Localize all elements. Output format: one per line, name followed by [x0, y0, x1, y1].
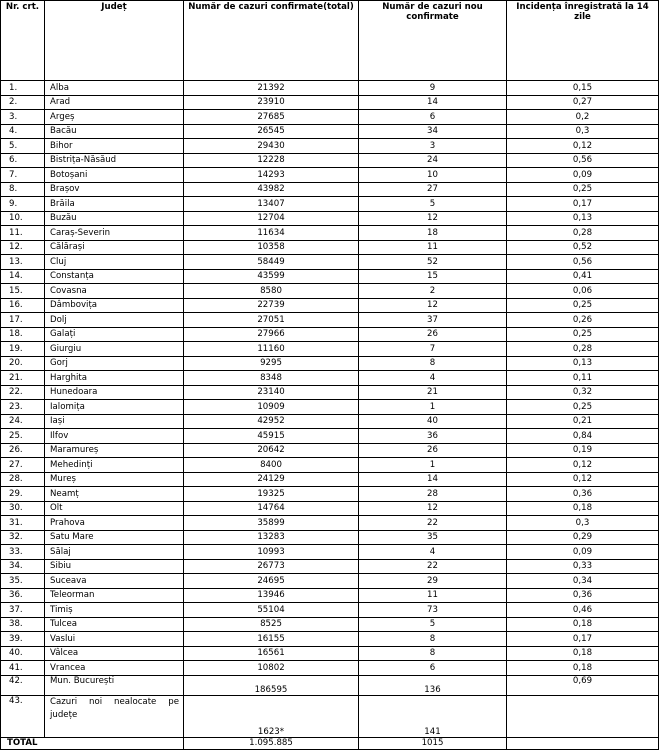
cell-nr: 3.	[1, 110, 45, 125]
cell-judet: Vaslui	[45, 632, 184, 647]
cell-judet: Buzău	[45, 211, 184, 226]
cell-incidenta: 0,52	[507, 240, 659, 255]
cell-incidenta: 0,32	[507, 385, 659, 400]
cell-nr: 41.	[1, 661, 45, 676]
cell-noi: 35	[359, 530, 507, 545]
cell-total: 26545	[184, 124, 359, 139]
cell-noi: 10	[359, 168, 507, 183]
table-row	[1, 617, 659, 632]
cell-incidenta: 0,25	[507, 182, 659, 197]
cell-nr: 4.	[1, 124, 45, 139]
cell-total: 29430	[184, 139, 359, 154]
cell-total: 13283	[184, 530, 359, 545]
cell-judet: Brăila	[45, 197, 184, 212]
cell-noi: 37	[359, 313, 507, 328]
cell-incidenta	[507, 695, 659, 737]
cell-nr: 32.	[1, 530, 45, 545]
cell-judet: Brașov	[45, 182, 184, 197]
cell-incidenta: 0,34	[507, 574, 659, 589]
cell-nr: 35.	[1, 574, 45, 589]
cell-nr: 21.	[1, 371, 45, 386]
cell-total: 1623*	[184, 695, 359, 737]
cell-incidenta: 0,29	[507, 530, 659, 545]
cell-total: 43599	[184, 269, 359, 284]
cell-noi: 12	[359, 211, 507, 226]
cell-judet: Mureș	[45, 472, 184, 487]
cell-total: 27685	[184, 110, 359, 125]
cell-total: 8580	[184, 284, 359, 299]
cell-noi: 36	[359, 429, 507, 444]
cell-judet: Prahova	[45, 516, 184, 531]
cell-incidenta: 0,12	[507, 458, 659, 473]
table-row	[1, 139, 659, 154]
cell-nr: 13.	[1, 255, 45, 270]
cell-judet: Botoșani	[45, 168, 184, 183]
cell-incidenta: 0,09	[507, 545, 659, 560]
table-row	[1, 298, 659, 313]
table-row	[1, 182, 659, 197]
cell-incidenta: 0,36	[507, 487, 659, 502]
cell-total: 43982	[184, 182, 359, 197]
cell-total: 10993	[184, 545, 359, 560]
cell-nr: 40.	[1, 646, 45, 661]
cell-noi: 14	[359, 472, 507, 487]
header-judet: Județ	[45, 1, 184, 81]
table-row	[1, 545, 659, 560]
cell-total: 13407	[184, 197, 359, 212]
cell-noi: 8	[359, 646, 507, 661]
cell-judet: Alba	[45, 81, 184, 96]
cell-noi: 12	[359, 501, 507, 516]
cell-nr: 24.	[1, 414, 45, 429]
header-incidenta: Incidența înregistrată la 14 zile	[507, 1, 659, 81]
cell-total: 10802	[184, 661, 359, 676]
cell-noi: 8	[359, 356, 507, 371]
cell-judet: Călărași	[45, 240, 184, 255]
cell-incidenta: 0,11	[507, 371, 659, 386]
table-row	[1, 124, 659, 139]
table-row	[1, 443, 659, 458]
cell-nr: 11.	[1, 226, 45, 241]
table-row	[1, 385, 659, 400]
table-row	[1, 371, 659, 386]
cell-nr: 28.	[1, 472, 45, 487]
cell-judet: Constanța	[45, 269, 184, 284]
cell-judet: Covasna	[45, 284, 184, 299]
table-row	[1, 255, 659, 270]
table-row	[1, 559, 659, 574]
cell-noi: 27	[359, 182, 507, 197]
cell-judet: Suceava	[45, 574, 184, 589]
cell-judet: Gorj	[45, 356, 184, 371]
table-row	[1, 110, 659, 125]
cell-nr: 34.	[1, 559, 45, 574]
table-row-bucuresti	[1, 675, 659, 695]
cell-incidenta: 0,28	[507, 342, 659, 357]
cell-total: 11634	[184, 226, 359, 241]
cell-judet: Sibiu	[45, 559, 184, 574]
table-row	[1, 646, 659, 661]
cell-total: 186595	[184, 675, 359, 695]
cell-noi: 24	[359, 153, 507, 168]
cell-judet: Harghita	[45, 371, 184, 386]
table-row	[1, 458, 659, 473]
table-row	[1, 168, 659, 183]
cell-total: 21392	[184, 81, 359, 96]
cell-incidenta: 0,3	[507, 124, 659, 139]
cell-judet: Timiș	[45, 603, 184, 618]
cell-noi: 26	[359, 443, 507, 458]
cell-nr: 9.	[1, 197, 45, 212]
cell-noi: 26	[359, 327, 507, 342]
cell-nr: 10.	[1, 211, 45, 226]
table-row	[1, 95, 659, 110]
cell-judet: Neamț	[45, 487, 184, 502]
cell-total: 16561	[184, 646, 359, 661]
total-label: TOTAL	[1, 737, 184, 749]
table-row	[1, 501, 659, 516]
cell-total: 9295	[184, 356, 359, 371]
cell-noi: 52	[359, 255, 507, 270]
table-row	[1, 342, 659, 357]
table-row	[1, 603, 659, 618]
cell-nr: 15.	[1, 284, 45, 299]
cell-total: 45915	[184, 429, 359, 444]
table-row	[1, 588, 659, 603]
cell-noi: 141	[359, 695, 507, 737]
cell-nr: 27.	[1, 458, 45, 473]
cell-total: 22739	[184, 298, 359, 313]
cell-nr: 33.	[1, 545, 45, 560]
cell-incidenta: 0,17	[507, 197, 659, 212]
cell-noi: 40	[359, 414, 507, 429]
cell-total: 14293	[184, 168, 359, 183]
cell-total: 12704	[184, 211, 359, 226]
cell-noi: 7	[359, 342, 507, 357]
cell-incidenta: 0,56	[507, 255, 659, 270]
cell-judet: Iași	[45, 414, 184, 429]
cell-noi: 3	[359, 139, 507, 154]
cell-incidenta: 0,13	[507, 356, 659, 371]
cell-judet: Cluj	[45, 255, 184, 270]
cell-incidenta: 0,18	[507, 646, 659, 661]
cell-judet: Galați	[45, 327, 184, 342]
cell-judet: Mehedinți	[45, 458, 184, 473]
cell-incidenta: 0,18	[507, 501, 659, 516]
table-row	[1, 400, 659, 415]
cell-nr: 12.	[1, 240, 45, 255]
cell-incidenta: 0,46	[507, 603, 659, 618]
cell-total: 23140	[184, 385, 359, 400]
cell-total: 23910	[184, 95, 359, 110]
cell-noi: 4	[359, 545, 507, 560]
cell-incidenta: 0,21	[507, 414, 659, 429]
cell-total: 11160	[184, 342, 359, 357]
cell-judet: Dâmbovița	[45, 298, 184, 313]
cell-nr: 7.	[1, 168, 45, 183]
cell-total: 8525	[184, 617, 359, 632]
cell-nr: 39.	[1, 632, 45, 647]
cell-nr: 38.	[1, 617, 45, 632]
cell-nr: 1.	[1, 81, 45, 96]
cell-judet: Arad	[45, 95, 184, 110]
cell-incidenta: 0,33	[507, 559, 659, 574]
cell-noi: 6	[359, 661, 507, 676]
cell-incidenta: 0,56	[507, 153, 659, 168]
cell-incidenta: 0,18	[507, 661, 659, 676]
table-row	[1, 472, 659, 487]
cell-incidenta: 0,3	[507, 516, 659, 531]
cell-total: 24129	[184, 472, 359, 487]
header-row	[1, 1, 659, 81]
cell-noi: 14	[359, 95, 507, 110]
cell-total: 42952	[184, 414, 359, 429]
cell-judet: Caraș-Severin	[45, 226, 184, 241]
cell-nr: 19.	[1, 342, 45, 357]
cell-nr: 16.	[1, 298, 45, 313]
cell-judet: Vrancea	[45, 661, 184, 676]
cell-incidenta: 0,27	[507, 95, 659, 110]
cell-noi: 29	[359, 574, 507, 589]
cell-incidenta: 0,19	[507, 443, 659, 458]
cell-incidenta: 0,25	[507, 298, 659, 313]
cell-nr: 14.	[1, 269, 45, 284]
cell-judet: Giurgiu	[45, 342, 184, 357]
cell-total: 35899	[184, 516, 359, 531]
cell-noi: 4	[359, 371, 507, 386]
cell-nr: 43.	[1, 695, 45, 737]
cell-nr: 6.	[1, 153, 45, 168]
cell-incidenta: 0,36	[507, 588, 659, 603]
table-row	[1, 516, 659, 531]
cell-noi: 22	[359, 516, 507, 531]
cell-total: 58449	[184, 255, 359, 270]
table-row	[1, 574, 659, 589]
cell-judet: Tulcea	[45, 617, 184, 632]
cell-nr: 31.	[1, 516, 45, 531]
cell-nr: 37.	[1, 603, 45, 618]
table-row	[1, 530, 659, 545]
cell-noi: 21	[359, 385, 507, 400]
cell-noi: 34	[359, 124, 507, 139]
cell-nr: 30.	[1, 501, 45, 516]
header-nr: Nr. crt.	[1, 1, 45, 81]
table-row	[1, 327, 659, 342]
cell-judet: Satu Mare	[45, 530, 184, 545]
cell-incidenta: 0,06	[507, 284, 659, 299]
cell-judet: Ialomița	[45, 400, 184, 415]
cell-total: 13946	[184, 588, 359, 603]
table-row	[1, 632, 659, 647]
cell-incidenta: 0,25	[507, 400, 659, 415]
table-row	[1, 414, 659, 429]
cell-judet: Dolj	[45, 313, 184, 328]
cell-total: 27051	[184, 313, 359, 328]
cell-incidenta: 0,28	[507, 226, 659, 241]
cell-total: 8348	[184, 371, 359, 386]
table-body	[1, 81, 659, 750]
cell-judet: Bihor	[45, 139, 184, 154]
cell-noi: 9	[359, 81, 507, 96]
table-row	[1, 81, 659, 96]
cell-noi: 15	[359, 269, 507, 284]
cell-total: 10358	[184, 240, 359, 255]
header-noi: Număr de cazuri nou confirmate	[359, 1, 507, 81]
cell-incidenta: 0,26	[507, 313, 659, 328]
cell-incidenta: 0,12	[507, 139, 659, 154]
cell-noi: 12	[359, 298, 507, 313]
cell-total: 19325	[184, 487, 359, 502]
cell-noi: 11	[359, 588, 507, 603]
cell-judet: Olt	[45, 501, 184, 516]
cell-noi: 22	[359, 559, 507, 574]
cell-nr: 29.	[1, 487, 45, 502]
cell-judet: Teleorman	[45, 588, 184, 603]
cell-incidenta: 0,18	[507, 617, 659, 632]
cell-incidenta: 0,17	[507, 632, 659, 647]
table-row	[1, 269, 659, 284]
table-row	[1, 284, 659, 299]
cell-judet: Maramureș	[45, 443, 184, 458]
table-row-nealocate	[1, 695, 659, 737]
cell-nr: 8.	[1, 182, 45, 197]
cell-nr: 25.	[1, 429, 45, 444]
cell-judet: Bacău	[45, 124, 184, 139]
cell-total: 8400	[184, 458, 359, 473]
cell-noi: 18	[359, 226, 507, 241]
cell-noi: 5	[359, 617, 507, 632]
cell-nr: 36.	[1, 588, 45, 603]
total-total: 1.095.885	[184, 737, 359, 749]
cell-judet: Cazuri noi nealocate pe județe	[45, 695, 184, 737]
cell-noi: 8	[359, 632, 507, 647]
table-row	[1, 153, 659, 168]
table-row-total	[1, 737, 659, 749]
cell-noi: 73	[359, 603, 507, 618]
cell-judet: Mun. București	[45, 675, 184, 695]
cell-incidenta: 0,41	[507, 269, 659, 284]
cell-nr: 18.	[1, 327, 45, 342]
cell-judet: Bistrița-Năsăud	[45, 153, 184, 168]
cell-nr: 22.	[1, 385, 45, 400]
cell-nr: 2.	[1, 95, 45, 110]
cell-nr: 23.	[1, 400, 45, 415]
cell-total: 14764	[184, 501, 359, 516]
cell-incidenta: 0,2	[507, 110, 659, 125]
cell-noi: 1	[359, 458, 507, 473]
cell-incidenta: 0,12	[507, 472, 659, 487]
cell-judet: Vâlcea	[45, 646, 184, 661]
cell-nr: 20.	[1, 356, 45, 371]
cell-noi: 11	[359, 240, 507, 255]
cell-judet: Sălaj	[45, 545, 184, 560]
header-total: Număr de cazuri confirmate(total)	[184, 1, 359, 81]
cell-noi: 2	[359, 284, 507, 299]
cell-total: 55104	[184, 603, 359, 618]
table-row	[1, 429, 659, 444]
cell-noi: 5	[359, 197, 507, 212]
cell-nr: 17.	[1, 313, 45, 328]
cell-judet: Hunedoara	[45, 385, 184, 400]
cell-noi: 136	[359, 675, 507, 695]
table-row	[1, 197, 659, 212]
cell-incidenta: 0,13	[507, 211, 659, 226]
cell-noi: 1	[359, 400, 507, 415]
cell-total: 24695	[184, 574, 359, 589]
cell-total: 12228	[184, 153, 359, 168]
table-row	[1, 240, 659, 255]
table-row	[1, 211, 659, 226]
cell-noi: 6	[359, 110, 507, 125]
cell-judet: Argeș	[45, 110, 184, 125]
cell-total: 16155	[184, 632, 359, 647]
cell-total: 26773	[184, 559, 359, 574]
total-noi: 1015	[359, 737, 507, 749]
cell-incidenta: 0,84	[507, 429, 659, 444]
cell-incidenta: 0,25	[507, 327, 659, 342]
cell-incidenta: 0,09	[507, 168, 659, 183]
cell-total: 10909	[184, 400, 359, 415]
cell-judet: Ilfov	[45, 429, 184, 444]
cell-noi: 28	[359, 487, 507, 502]
cell-nr: 26.	[1, 443, 45, 458]
cell-incidenta: 0,69	[507, 675, 659, 695]
table-row	[1, 661, 659, 676]
total-incidenta	[507, 737, 659, 749]
cell-nr: 5.	[1, 139, 45, 154]
cell-incidenta: 0,15	[507, 81, 659, 96]
table-row	[1, 226, 659, 241]
cell-total: 20642	[184, 443, 359, 458]
cell-nr: 42.	[1, 675, 45, 695]
table-row	[1, 487, 659, 502]
cell-total: 27966	[184, 327, 359, 342]
table-row	[1, 356, 659, 371]
table-row	[1, 313, 659, 328]
